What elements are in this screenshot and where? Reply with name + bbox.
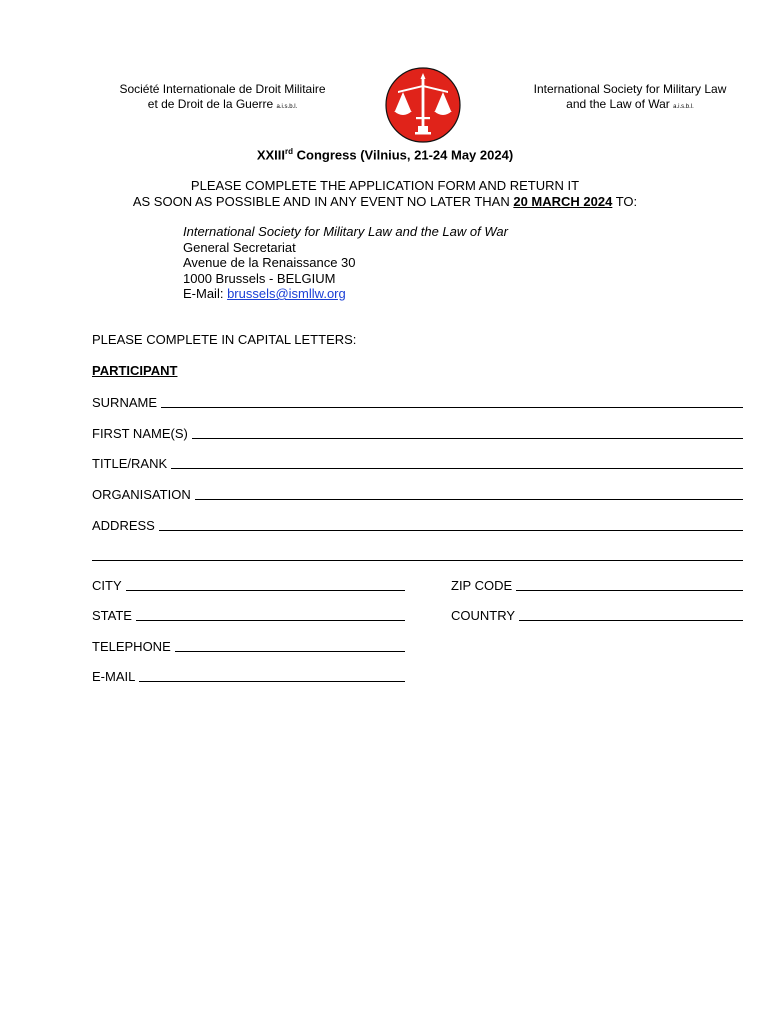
header-right-line1: International Society for Military Law (533, 82, 727, 96)
address-continuation-row (92, 547, 743, 563)
header-left-french (90, 82, 355, 115)
country-row (451, 607, 743, 623)
instructions-line2 (0, 194, 770, 210)
capital-letters-note: PLEASE COMPLETE IN CAPITAL LETTERS: (92, 332, 357, 347)
address-street: Avenue de la Renaissance 30 (183, 255, 356, 270)
telephone-field[interactable] (175, 651, 405, 652)
header-right-line2-wrap (505, 97, 755, 115)
first-names-field[interactable] (192, 438, 743, 439)
email-field-label: E-MAIL (92, 669, 136, 684)
city-field[interactable] (126, 590, 405, 591)
first-names-row (92, 425, 743, 441)
congress-details: Congress (Vilnius, 21-24 May 2024) (293, 147, 514, 163)
congress-ordinal: rd (285, 147, 294, 156)
zip-label: ZIP CODE (451, 578, 513, 593)
email-field[interactable] (139, 681, 405, 682)
zip-field[interactable] (516, 590, 743, 591)
address-field[interactable] (159, 530, 743, 531)
address-dept: General Secretariat (183, 239, 296, 255)
congress-number: XXIII (256, 147, 286, 163)
telephone-row (92, 638, 405, 654)
address-org: International Society for Military Law and the Law of War (183, 224, 508, 239)
state-label: STATE (92, 608, 132, 623)
surname-label: SURNAME (92, 395, 158, 410)
organisation-label: ORGANISATION (92, 487, 191, 502)
address-label: ADDRESS (92, 518, 155, 533)
scales-of-justice-emblem-icon (384, 66, 462, 144)
address-city: 1000 Brussels - BELGIUM (183, 270, 336, 286)
instructions-line1: PLEASE COMPLETE THE APPLICATION FORM AND RETURN IT (190, 178, 580, 193)
header-left-line1: Société Internationale de Droit Militaire (119, 82, 326, 96)
header-right-line2: and the Law of War (566, 97, 670, 111)
header-left-line2: et de Droit de la Guerre (147, 97, 274, 111)
deadline-date: 20 MARCH 2024 (513, 194, 613, 209)
title-rank-row (92, 455, 743, 471)
state-field[interactable] (136, 620, 405, 621)
participant-heading: PARTICIPANT (92, 363, 178, 378)
surname-row (92, 394, 743, 410)
congress-title (0, 147, 770, 162)
surname-field[interactable] (161, 407, 743, 408)
email-label: E-Mail: (183, 286, 228, 301)
city-label: CITY (92, 578, 122, 593)
country-field[interactable] (519, 620, 743, 621)
header-right-suffix: a.i.s.b.l. (673, 104, 694, 110)
header-left-line2-wrap (90, 97, 355, 115)
title-rank-field[interactable] (171, 468, 743, 469)
city-row (92, 577, 405, 593)
state-row (92, 607, 405, 623)
telephone-label: TELEPHONE (92, 639, 171, 654)
email-link[interactable]: brussels@ismllw.org (227, 286, 346, 301)
header-left-suffix: a.i.s.b.l. (276, 104, 298, 110)
address-email-line (183, 286, 508, 302)
country-label: COUNTRY (451, 608, 516, 623)
instructions-line2-end: TO: (612, 194, 638, 209)
header-right-english (505, 82, 755, 115)
address-line2-field[interactable] (92, 560, 743, 561)
zip-row (451, 577, 743, 593)
instructions-line2-start: AS SOON AS POSSIBLE AND IN ANY EVENT NO LATER THAN (132, 194, 514, 209)
first-names-label: FIRST NAME(S) (92, 426, 188, 441)
organisation-field[interactable] (195, 499, 743, 500)
email-row (92, 668, 405, 684)
return-address (183, 224, 508, 302)
title-rank-label: TITLE/RANK (92, 456, 168, 471)
organisation-row (92, 486, 743, 502)
address-row (92, 517, 743, 533)
instructions (0, 178, 770, 210)
